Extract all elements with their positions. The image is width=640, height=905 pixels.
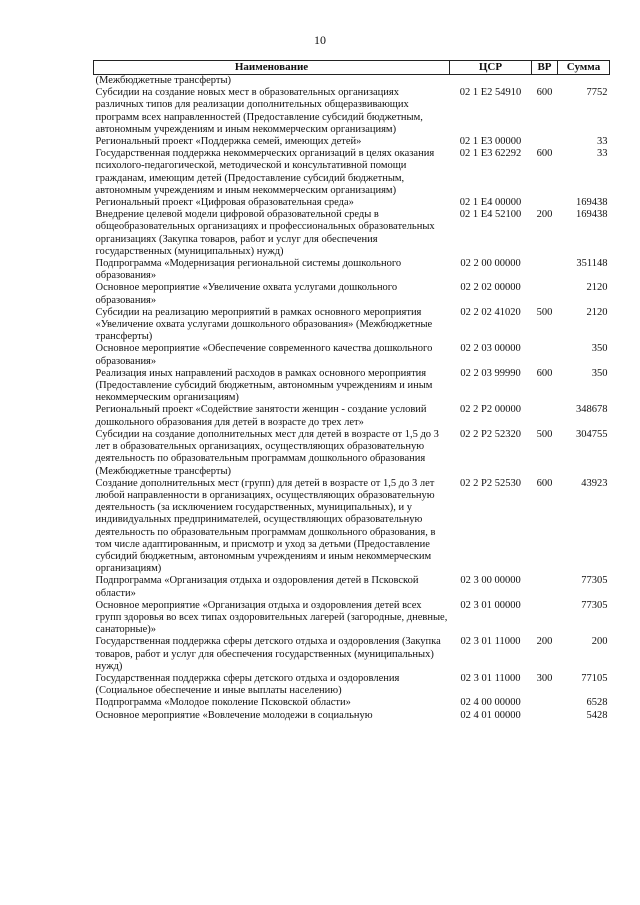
cell-csr: 02 4 00 00000 — [460, 697, 521, 709]
cell-name: Субсидии на реализацию мероприятий в рамках основного мероприятия «Увеличение охвата услугами дошкольного образования» (Межбюджетные трансферты) — [95, 306, 433, 343]
cell-sum: 200 — [591, 636, 608, 648]
cell-csr: 02 1 E4 00000 — [459, 197, 522, 209]
cell-csr: 02 1 E4 52100 — [459, 209, 522, 221]
cell-csr: 02 3 01 11000 — [460, 672, 521, 684]
cell-sum: 2120 — [586, 306, 608, 318]
table-row — [94, 209, 610, 258]
cell-sum: 351148 — [576, 258, 608, 270]
cell-sum: 77105 — [581, 672, 608, 684]
cell-name: Региональный проект «Поддержка семей, имеющих детей» — [95, 136, 362, 148]
cell-vr: 500 — [536, 306, 553, 318]
cell-vr — [532, 75, 558, 88]
cell-vr: 600 — [536, 367, 553, 379]
cell-vr: 600 — [536, 148, 553, 160]
cell-name: (Межбюджетные трансферты) — [95, 75, 232, 86]
cell-csr: 02 2 03 99990 — [460, 367, 521, 379]
table-row — [94, 636, 610, 673]
cell-csr: 02 2 02 00000 — [460, 282, 521, 294]
cell-csr: 02 3 00 00000 — [460, 575, 521, 587]
cell-name: Государственная поддержка сферы детского отдыха и оздоровления (Закупка товаров, работ и услуг для обеспечения государственных (муниципальных) нужд) — [95, 636, 441, 672]
cell-vr: 500 — [536, 428, 553, 440]
cell-csr — [450, 75, 532, 88]
page-number: 10 — [314, 33, 326, 47]
cell-csr: 02 2 02 41020 — [460, 306, 521, 318]
cell-csr: 02 1 E3 00000 — [459, 136, 522, 148]
cell-vr: 200 — [536, 636, 553, 648]
cell-sum: 348678 — [576, 404, 608, 416]
cell-sum: 5428 — [586, 709, 608, 721]
cell-sum: 77305 — [581, 599, 608, 611]
table-body — [94, 75, 610, 722]
cell-name: Подпрограмма «Организация отдыха и оздоровления детей в Псковской области» — [95, 575, 419, 599]
cell-csr: 02 2 03 00000 — [460, 343, 521, 355]
table-row — [94, 75, 610, 88]
cell-vr: 600 — [536, 87, 553, 99]
cell-name: Подпрограмма «Модернизация региональной системы дошкольного образования» — [95, 258, 402, 282]
cell-sum: 33 — [597, 148, 608, 160]
table-row — [94, 710, 610, 722]
cell-sum: 350 — [591, 343, 608, 355]
cell-sum: 6528 — [586, 697, 608, 709]
cell-vr — [532, 343, 558, 367]
header-csr: ЦСР — [450, 61, 532, 75]
cell-name: Основное мероприятие «Организация отдыха и оздоровления детей всех групп здоровья во всех типах оздоровительных лагерей (загородные, дневные, санаторные)» — [95, 599, 448, 636]
cell-vr — [532, 575, 558, 599]
cell-sum: 43923 — [581, 477, 608, 489]
budget-table — [93, 60, 610, 722]
cell-name: Реализация иных направлений расходов в рамках основного мероприятия (Предоставление субсидий бюджетным, автономным учреждениям и иным некоммерческим организациям) — [95, 367, 433, 404]
cell-name: Внедрение целевой модели цифровой образовательной среды в общеобразовательных организациях и профессиональных образовательных организациях (Закупка товаров, работ и услуг для обеспечения государственных (муниципальных) нужд) — [95, 209, 435, 257]
cell-csr: 02 2 00 00000 — [460, 258, 521, 270]
table-row — [94, 343, 610, 367]
table-row — [94, 673, 610, 697]
table-row — [94, 368, 610, 405]
cell-name: Государственная поддержка некоммерческих организаций в целях оказания психолого-педагогической, методической и консультативной помощи гражданам, имеющим детей (Предоставление субсидий бюджетным, автономным учреждениям и иным некоммерческим организациям) — [95, 148, 435, 196]
cell-sum — [558, 75, 610, 88]
cell-vr — [532, 710, 558, 722]
cell-vr: 200 — [536, 209, 553, 221]
cell-csr: 02 4 01 00000 — [460, 709, 521, 721]
table-row — [94, 575, 610, 599]
cell-csr: 02 3 01 00000 — [460, 599, 521, 611]
cell-csr: 02 2 P2 00000 — [460, 404, 521, 416]
cell-csr: 02 2 P2 52530 — [460, 477, 521, 489]
cell-vr: 600 — [536, 477, 553, 489]
cell-name: Региональный проект «Цифровая образовательная среда» — [95, 197, 354, 209]
cell-sum: 2120 — [586, 282, 608, 294]
cell-vr — [532, 282, 558, 306]
cell-name: Субсидии на создание дополнительных мест для детей в возрасте от 1,5 до 3 лет в образовательных организациях, осуществляющих образовательную деятельность по образовательным программам дошкольного образования (Межбюджетные трансферты) — [95, 428, 439, 477]
table-row — [94, 87, 610, 136]
cell-csr: 02 1 E3 62292 — [459, 148, 522, 160]
cell-name: Основное мероприятие «Обеспечение современного качества дошкольного образования» — [95, 343, 433, 367]
table-row — [94, 136, 610, 148]
table-row — [94, 307, 610, 344]
table-row — [94, 478, 610, 576]
cell-vr: 300 — [536, 672, 553, 684]
table-row — [94, 404, 610, 428]
cell-csr: 02 3 01 11000 — [460, 636, 521, 648]
table-row — [94, 258, 610, 282]
cell-sum: 169438 — [576, 197, 608, 209]
table-row — [94, 197, 610, 209]
cell-vr — [532, 136, 558, 148]
cell-csr: 02 1 E2 54910 — [459, 87, 522, 99]
table-row — [94, 697, 610, 709]
header-sum: Сумма — [558, 61, 610, 75]
header-vr: ВР — [532, 61, 558, 75]
cell-name: Субсидии на создание новых мест в образовательных организациях различных типов для реализации дополнительных общеразвивающих программ всех направленностей (Предоставление субсидий бюджетным, автономным учреждениям и иным некоммерческим организациям) — [95, 87, 423, 135]
cell-name: Государственная поддержка сферы детского отдыха и оздоровления (Социальное обеспечение и иные выплаты населению) — [95, 672, 400, 697]
cell-sum: 77305 — [581, 575, 608, 587]
header-name: Наименование — [94, 61, 450, 75]
cell-sum: 33 — [597, 136, 608, 148]
cell-csr: 02 2 P2 52320 — [460, 428, 521, 440]
table-row — [94, 600, 610, 637]
cell-vr — [532, 404, 558, 428]
cell-name: Создание дополнительных мест (групп) для детей в возрасте от 1,5 до 3 лет любой направленности в организациях, осуществляющих образовательную деятельность (за исключением государственных, муниципальных), и у индивидуальных предпринимателей, осуществляющих образовательную деятельность по образовательным программам дошкольного образования, в том числе адаптированным, и присмотр и уход за детьми (Предоставление субсидий бюджетным, автономным учреждениям и иным некоммерческим организациям) — [95, 477, 436, 575]
cell-sum: 304755 — [576, 428, 608, 440]
table-row — [94, 148, 610, 197]
cell-name: Основное мероприятие «Вовлечение молодежи в социальную — [95, 709, 373, 721]
cell-name: Подпрограмма «Молодое поколение Псковской области» — [95, 697, 351, 709]
cell-vr — [532, 697, 558, 709]
cell-vr — [532, 258, 558, 282]
cell-sum: 350 — [591, 367, 608, 379]
cell-sum: 7752 — [586, 87, 608, 99]
cell-vr — [532, 197, 558, 209]
cell-name: Основное мероприятие «Увеличение охвата услугами дошкольного образования» — [95, 282, 398, 306]
cell-sum: 169438 — [576, 209, 608, 221]
table-header-row — [94, 61, 610, 75]
table-row — [94, 282, 610, 306]
table-row — [94, 429, 610, 478]
cell-name: Региональный проект «Содействие занятости женщин - создание условий дошкольного образования для детей в возрасте до трех лет» — [95, 404, 427, 428]
cell-vr — [532, 600, 558, 637]
